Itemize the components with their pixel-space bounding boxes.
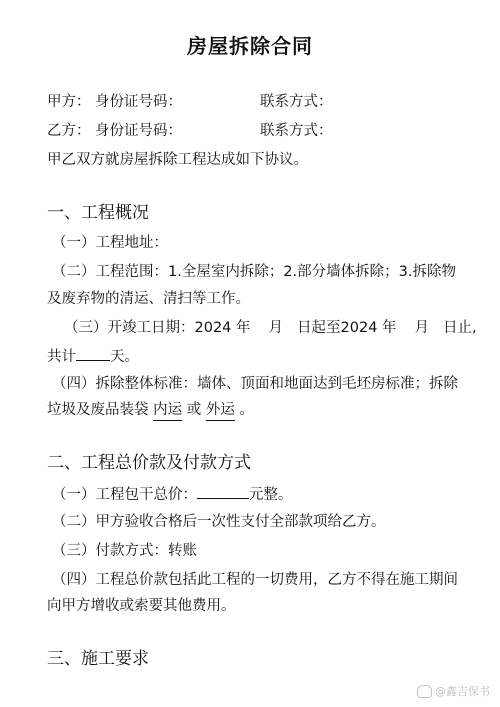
option-or: 或 <box>182 402 206 418</box>
chat-bubble-icon <box>417 685 432 698</box>
end-year-unit: 年 <box>382 320 397 336</box>
intro-paragraph: 甲乙双方就房屋拆除工程达成如下协议。 <box>47 152 308 168</box>
start-year-unit: 年 <box>236 320 251 336</box>
section2-item4-line1: （四）工程总价款包括此工程的一切费用，乙方不得在施工期间 <box>52 572 458 588</box>
total-days-blank <box>76 345 110 361</box>
document-title: 房屋拆除合同 <box>187 34 313 58</box>
total-price-prefix: （一）工程包干总价： <box>52 487 197 503</box>
party-a-id-label: 身份证号码： <box>95 94 182 110</box>
section3-heading: 三、施工要求 <box>47 649 149 669</box>
option-outer-transport: 外运 <box>206 400 235 421</box>
total-days-prefix: 共计 <box>47 349 76 365</box>
total-price-blank <box>197 483 249 499</box>
end-month-unit: 月 <box>414 320 430 336</box>
waste-prefix: 垃圾及废品装袋 <box>47 402 154 418</box>
start-month-unit: 月 <box>268 320 284 336</box>
total-days-suffix: 天。 <box>110 349 139 365</box>
section2-item4-line2: 向甲方增收或索要其他费用。 <box>47 598 236 614</box>
watermark-text: @鑫吉保书 <box>435 685 490 698</box>
section1-item2-line2: 及废弃物的清运、清扫等工作。 <box>47 291 250 307</box>
party-b-label: 乙方： <box>47 123 91 139</box>
party-b-contact-label: 联系方式： <box>260 123 333 139</box>
option-inner-transport: 内运 <box>153 400 182 421</box>
dates-prefix: （三）开竣工日期： <box>64 320 195 336</box>
section1-item4-line2 <box>47 400 254 421</box>
section2-item3: （三）付款方式：转账 <box>52 543 197 559</box>
party-a-contact-label: 联系方式： <box>260 94 333 110</box>
section2-heading: 二、工程总价款及付款方式 <box>47 453 251 473</box>
end-day-unit: 日止, <box>443 320 477 336</box>
section1-item3-line1 <box>64 318 477 338</box>
section1-item2-line1: （二）工程范围：1.全屋室内拆除；2.部分墙体拆除；3.拆除物 <box>52 264 457 280</box>
total-price-suffix: 元整。 <box>249 487 293 503</box>
section2-item2: （二）甲方验收合格后一次性支付全部款项给乙方。 <box>52 514 386 530</box>
watermark <box>417 683 490 699</box>
waste-end: 。 <box>234 402 254 418</box>
start-year: 2024 <box>194 320 232 336</box>
party-b-id-label: 身份证号码： <box>95 123 182 139</box>
party-a-label: 甲方： <box>47 94 91 110</box>
section2-item1 <box>52 483 293 505</box>
section1-item3-line2 <box>47 345 139 367</box>
section1-item4-line1: （四）拆除整体标准：墙体、顶面和地面达到毛坯房标准；拆除 <box>52 376 458 392</box>
end-year: 2024 <box>340 320 378 336</box>
section1-heading: 一、工程概况 <box>47 203 149 223</box>
section1-item1: （一）工程地址： <box>52 235 168 251</box>
start-day-unit: 日起至 <box>297 320 341 336</box>
